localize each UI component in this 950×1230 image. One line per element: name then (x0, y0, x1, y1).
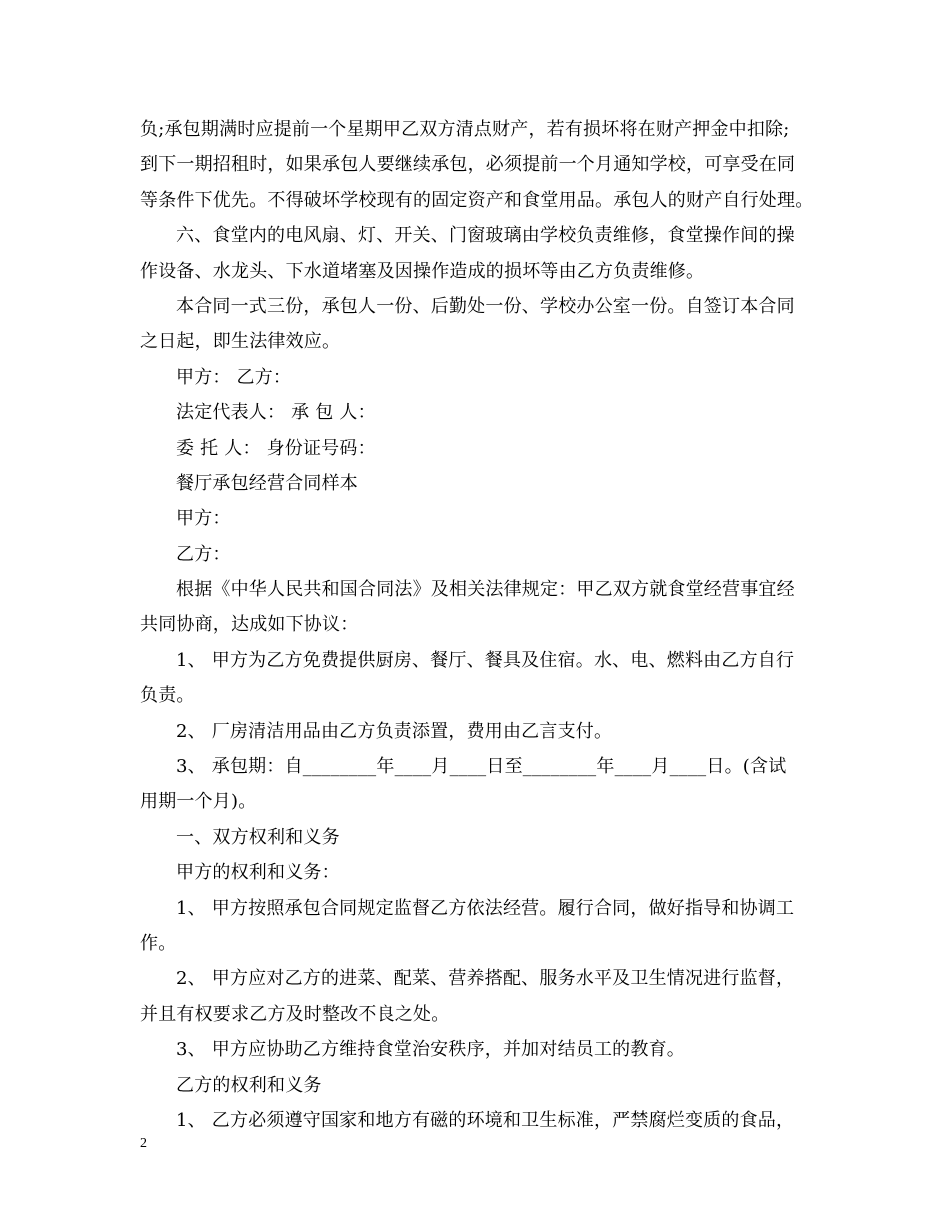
list-item: 1、 乙方必须遵守国家和地方有磁的环境和卫生标准，严禁腐烂变质的食品， (176, 1109, 795, 1131)
text-line: 作设备、水龙头、下水道堵塞及因操作造成的损坏等由乙方负责维修。 (140, 260, 705, 282)
signature-representatives: 法定代表人： 承 包 人： (176, 402, 376, 424)
list-item: 3、 承包期：自________年____月____日至________年____月____日。(含试 (176, 756, 787, 778)
party-a-label: 甲方： (176, 508, 231, 530)
text-line: 之日起，即生法律效应。 (140, 331, 341, 353)
party-b-label: 乙方： (176, 543, 231, 565)
signature-agent-id: 委 托 人： 身份证号码： (176, 437, 376, 459)
contract-title: 餐厅承包经营合同样本 (176, 472, 358, 494)
text-line: 负责。 (140, 685, 195, 707)
text-line: 作。 (140, 932, 177, 954)
text-line: 等条件下优先。不得破坏学校现有的固定资产和食堂用品。承包人的财产自行处理。 (140, 189, 814, 211)
list-item: 2、 厂房清洁用品由乙方负责添置，费用由乙言支付。 (176, 720, 613, 742)
signature-parties: 甲方： 乙方： (176, 366, 292, 388)
list-item: 3、 甲方应协助乙方维持食堂治安秩序，并加对结员工的教育。 (176, 1039, 685, 1061)
text-line: 到下一期招租时，如果承包人要继续承包，必须提前一个月通知学校，可享受在同 (140, 154, 796, 176)
text-line: 负;承包期满时应提前一个星期甲乙双方清点财产，若有损坏将在财产押金中扣除; (140, 119, 790, 140)
clause-six: 六、食堂内的电风扇、灯、开关、门窗玻璃由学校负责维修，食堂操作间的操 (176, 225, 795, 247)
preamble: 根据《中华人民共和国合同法》及相关法律规定：甲乙双方就食堂经营事宜经 (176, 579, 795, 601)
document-body (140, 112, 820, 1138)
subsection-heading: 乙方的权利和义务 (176, 1074, 322, 1096)
page-number: 2 (140, 1136, 147, 1151)
text-line: 共同协商，达成如下协议： (140, 614, 359, 636)
section-heading: 一、双方权利和义务 (176, 826, 340, 848)
subsection-heading: 甲方的权利和义务： (176, 862, 340, 884)
list-item: 1、 甲方为乙方免费提供厨房、餐厅、餐具及住宿。水、电、燃料由乙方自行 (176, 649, 795, 671)
list-item: 2、 甲方应对乙方的进菜、配菜、营养搭配、服务水平及卫生情况进行监督， (176, 968, 795, 990)
list-item: 1、 甲方按照承包合同规定监督乙方依法经营。履行合同，做好指导和协调工 (176, 897, 795, 919)
text-line: 用期一个月)。 (140, 791, 257, 813)
copies-clause: 本合同一式三份，承包人一份、后勤处一份、学校办公室一份。自签订本合同 (176, 295, 795, 317)
text-line: 并且有权要求乙方及时整改不良之处。 (140, 1003, 450, 1025)
